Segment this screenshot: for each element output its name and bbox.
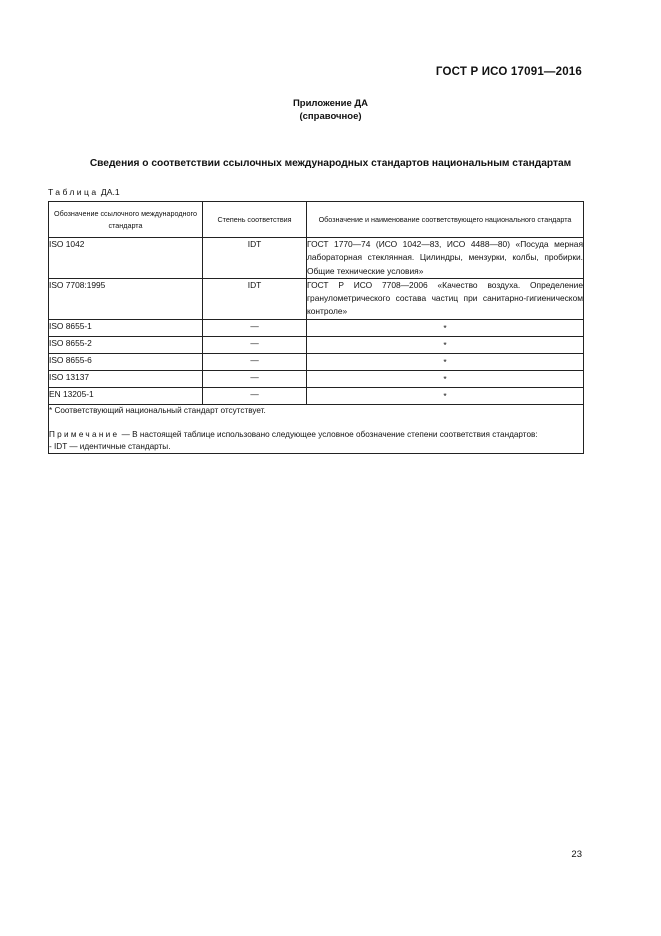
table-caption [48,187,120,197]
national-standard-cell: * [307,353,584,370]
table-caption-word: Таблица [48,187,99,197]
document-code: ГОСТ Р ИСО 17091—2016 [435,66,582,78]
national-standard-cell: * [307,319,584,336]
degree-cell: — [203,353,307,370]
international-code-cell: ISO 8655-1 [49,319,203,336]
international-code-cell: ISO 13137 [49,370,203,387]
table-notes-row [49,404,584,453]
standards-table [48,201,584,454]
annex-status: (справочное) [299,111,362,122]
degree-cell: — [203,336,307,353]
table-row [49,353,584,370]
table-row [49,238,584,279]
column-header-international: Обозначение ссылочного международного стандарта [49,202,203,238]
national-standard-cell: * [307,336,584,353]
national-standard-cell: ГОСТ Р ИСО 7708—2006 «Качество воздуха. Определение гранулометрического состава частиц при санитарно-гигиеническом контроле» [307,278,584,319]
page-number: 23 [571,849,582,860]
international-code-cell: ISO 1042 [49,238,203,279]
note-label: Примечание [49,429,120,439]
international-code-cell: ISO 7708:1995 [49,278,203,319]
table-row [49,319,584,336]
international-code-cell: ISO 8655-2 [49,336,203,353]
degree-cell: — [203,387,307,404]
table-row [49,387,584,404]
degree-cell: IDT [203,278,307,319]
international-code-cell: EN 13205-1 [49,387,203,404]
degree-cell: IDT [203,238,307,279]
table-caption-number: ДА.1 [100,187,120,197]
table-header-row [49,202,584,238]
table-row [49,370,584,387]
table-row [49,336,584,353]
degree-cell: — [203,319,307,336]
table-footnote: * Соответствующий национальный стандарт отсутствует. [49,405,266,415]
column-header-national: Обозначение и наименование соответствующего национального стандарта [307,202,584,238]
table-note [49,429,583,441]
international-code-cell: ISO 8655-6 [49,353,203,370]
table-notes-cell [49,404,584,453]
national-standard-cell: ГОСТ 1770—74 (ИСО 1042—83, ИСО 4488—80) «Посуда мерная лабораторная стеклянная. Цилиндры, мензурки, колбы, пробирки. Общие технические условия» [307,238,584,279]
note-item: - IDT — идентичные стандарты. [49,441,171,451]
table-row [49,278,584,319]
column-header-degree: Степень соответствия [203,202,307,238]
annex-title: Приложение ДА [292,98,369,109]
annex-block [0,97,661,123]
degree-cell: — [203,370,307,387]
national-standard-cell: * [307,370,584,387]
national-standard-cell: * [307,387,584,404]
section-heading: Сведения о соответствии ссылочных международных стандартов национальным стандартам [89,158,572,169]
note-text: — В настоящей таблице использовано следующее условное обозначение степени соответствия стандартов: [119,429,538,439]
